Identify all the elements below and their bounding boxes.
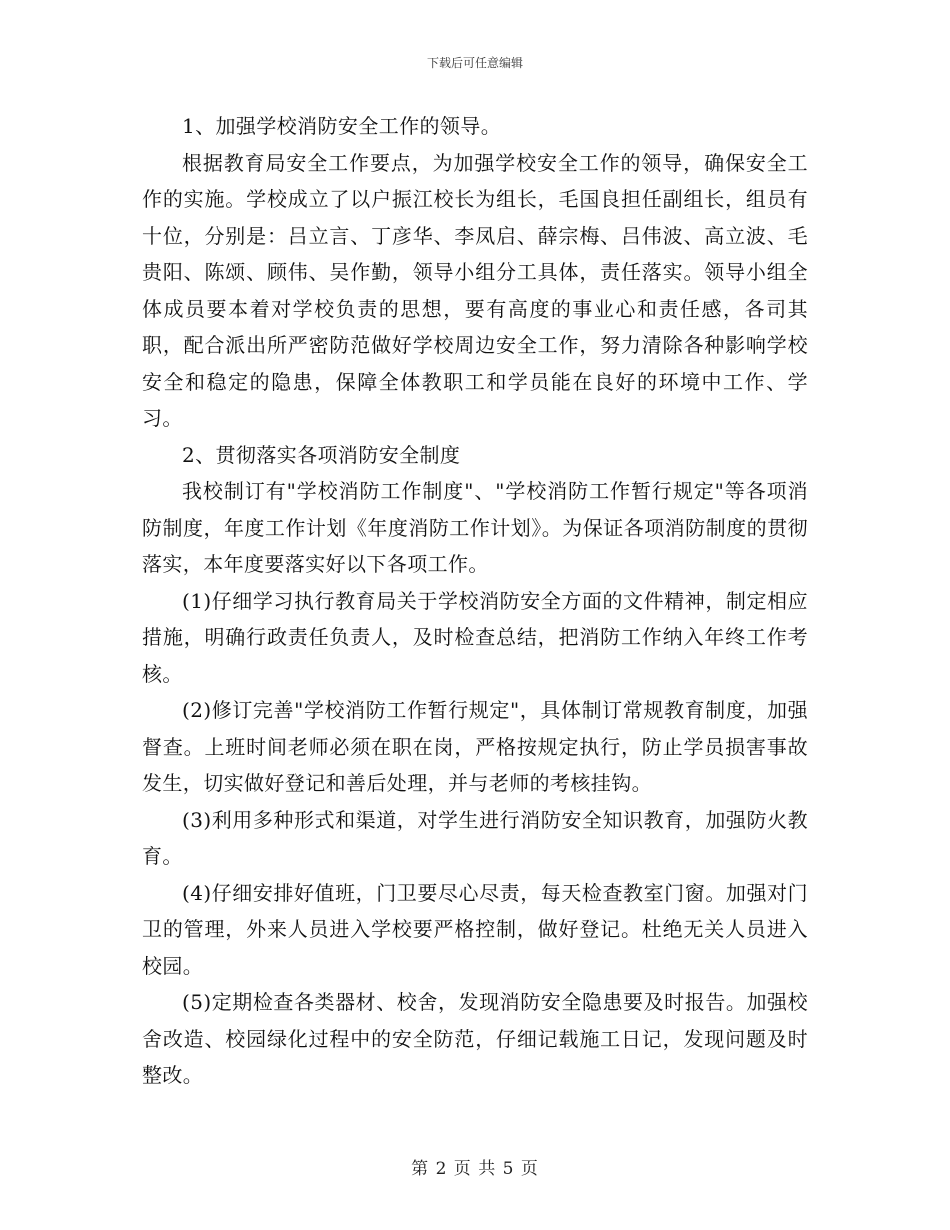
paragraph-leadership: 根据教育局安全工作要点，为加强学校安全工作的领导，确保安全工作的实施。学校成立了以户振江校长为组长，毛国良担任副组长，组员有十位，分别是：吕立言、丁彦华、李凤启、薛宗梅、吕伟波、高立波、毛贵阳、陈颂、顾伟、吴作勤，领导小组分工具体，责任落实。领导小组全体成员要本着对学校负责的思想，要有高度的事业心和责任感，各司其职，配合派出所严密防范做好学校周边安全工作，努力清除各种影响学校安全和稳定的隐患，保障全体教职工和学员能在良好的环境中工作、学习。 (142, 150, 808, 430)
list-item-3: (3)利用多种形式和渠道，对学生进行消防安全知识教育，加强防火教育。 (142, 807, 808, 868)
list-item-4: (4)仔细安排好值班，门卫要尽心尽责，每天检查教室门窗。加强对门卫的管理，外来人员进入学校要严格控制，做好登记。杜绝无关人员进入校园。 (142, 880, 808, 978)
page-header-note: 下载后可任意编辑 (426, 56, 523, 70)
list-item-5: (5)定期检查各类器材、校舍，发现消防安全隐患要及时报告。加强校舍改造、校园绿化过程中的安全防范，仔细记载施工日记，发现问题及时整改。 (142, 990, 808, 1087)
paragraph-regulations: 我校制订有"学校消防工作制度"、"学校消防工作暂行规定"等各项消防制度，年度工作计划《年度消防工作计划》。为保证各项消防制度的贯彻落实，本年度要落实好以下各项工作。 (142, 479, 808, 576)
list-item-1: (1)仔细学习执行教育局关于学校消防安全方面的文件精神，制定相应措施，明确行政责任负责人，及时检查总结，把消防工作纳入年终工作考核。 (142, 588, 808, 686)
document-body (142, 108, 808, 1094)
page-number: 第 2 页 共 5 页 (411, 1159, 539, 1179)
list-item-2: (2)修订完善"学校消防工作暂行规定"，具体制订常规教育制度，加强督查。上班时间老师必须在职在岗，严格按规定执行，防止学员损害事故发生，切实做好登记和善后处理，并与老师的考核挂钩。 (142, 698, 808, 795)
section-heading-2: 2、贯彻落实各项消防安全制度 (182, 442, 461, 467)
section-heading-1: 1、加强学校消防安全工作的领导。 (182, 114, 502, 138)
